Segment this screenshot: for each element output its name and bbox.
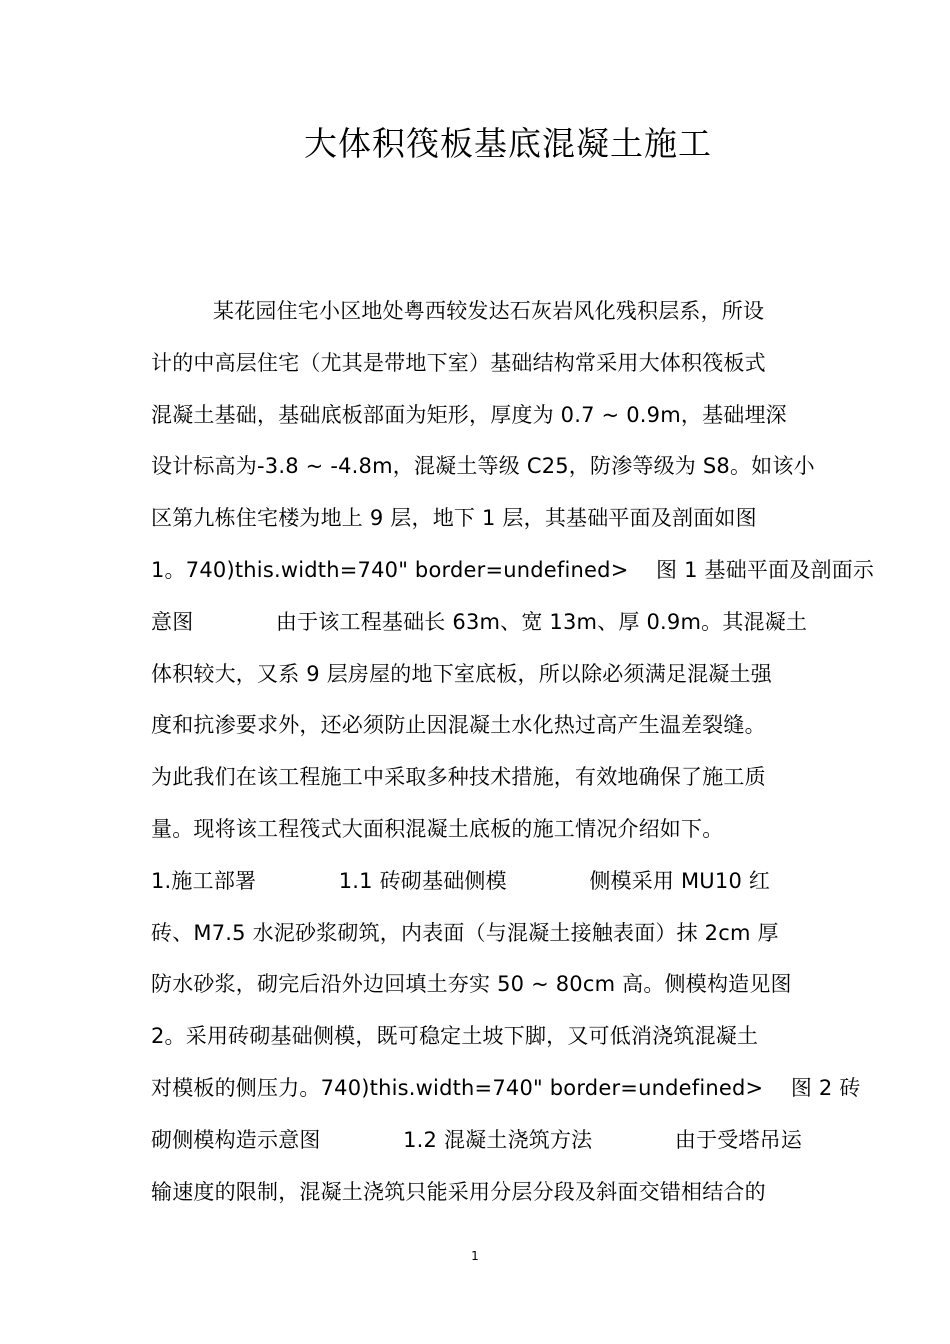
document-body <box>151 289 875 1221</box>
body-line: 输速度的限制，混凝土浇筑只能采用分层分段及斜面交错相结合的 <box>151 1179 766 1204</box>
body-line: 对模板的侧压力。740)this.width=740" border=undefined> 图 2 砖 <box>151 1075 861 1100</box>
body-line: 区第九栋住宅楼为地上 9 层，地下 1 层，其基础平面及剖面如图 <box>151 506 757 531</box>
document-title: 大体积筏板基底混凝土施工 <box>304 124 712 163</box>
body-line: 某花园住宅小区地处粤西较发达石灰岩风化残积层系，所设 <box>213 299 765 323</box>
body-line: 为此我们在该工程施工中采取多种技术措施，有效地确保了施工质 <box>151 765 766 790</box>
body-line: 体积较大，又系 9 层房屋的地下室底板，所以除必须满足混凝土强 <box>151 661 772 686</box>
body-line: 计的中高层住宅（尤其是带地下室）基础结构常采用大体积筏板式 <box>151 350 766 375</box>
body-line: 设计标高为-3.8 ~ -4.8m，混凝土等级 C25，防渗等级为 S8。如该小 <box>151 454 815 479</box>
body-line: 砌侧模构造示意图 1.2 混凝土浇筑方法 由于受塔吊运 <box>151 1127 803 1152</box>
body-line: 意图 由于该工程基础长 63m、宽 13m、厚 0.9m。其混凝土 <box>151 609 808 634</box>
body-line: 防水砂浆，砌完后沿外边回填土夯实 50 ~ 80cm 高。侧模构造见图 <box>151 972 792 997</box>
body-line: 量。现将该工程筏式大面积混凝土底板的施工情况介绍如下。 <box>151 816 724 841</box>
body-line: 1.施工部署 1.1 砖砌基础侧模 侧模采用 MU10 红 <box>151 868 771 893</box>
body-line: 砖、M7.5 水泥砂浆砌筑，内表面（与混凝土接触表面）抹 2cm 厚 <box>151 920 779 945</box>
page-number: 1 <box>471 1249 479 1263</box>
body-line: 度和抗渗要求外，还必须防止因混凝土水化热过高产生温差裂缝。 <box>151 713 766 738</box>
body-line: 2。采用砖砌基础侧模，既可稳定土坡下脚，又可低消浇筑混凝土 <box>151 1024 759 1049</box>
body-line: 1。740)this.width=740" border=undefined> 图 1 基础平面及剖面示 <box>151 557 875 582</box>
body-line: 混凝土基础，基础底板部面为矩形，厚度为 0.7 ~ 0.9m，基础埋深 <box>151 402 787 427</box>
